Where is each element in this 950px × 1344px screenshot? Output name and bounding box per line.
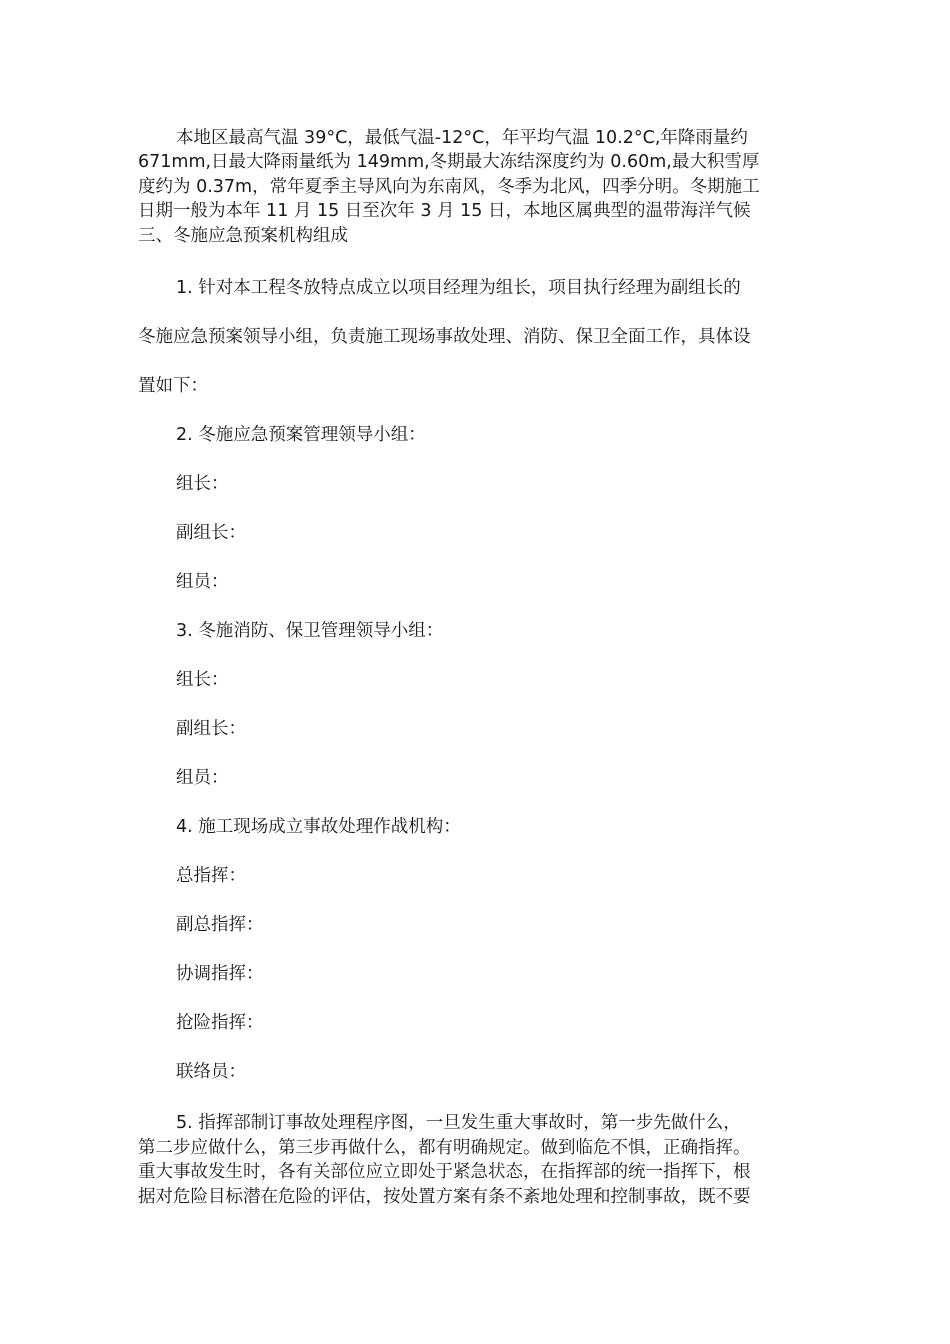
item5-line-4: 据对危险目标潜在危险的评估，按处置方案有条不紊地处理和控制事故，既不要 xyxy=(138,1187,751,1207)
item2-field-leader: 组长： xyxy=(176,474,229,494)
item1-line-3: 置如下： xyxy=(138,376,208,396)
item4-field-coordinator: 协调指挥： xyxy=(176,964,264,984)
item4-field-rescue-commander: 抢险指挥： xyxy=(176,1013,264,1033)
climate-line-2: 671mm,日最大降雨量纸为 149mm,冬期最大冻结深度约为 0.60m,最大积雪厚 xyxy=(138,152,760,172)
item2-field-deputy: 副组长： xyxy=(176,523,246,543)
item5-line-3: 重大事故发生时，各有关部位应立即处于紧急状态，在指挥部的统一指挥下，根 xyxy=(138,1162,751,1182)
item3-title: 3. 冬施消防、保卫管理领导小组： xyxy=(176,621,444,641)
section-heading: 三、冬施应急预案机构组成 xyxy=(138,226,348,246)
climate-line-1: 本地区最高气温 39°C，最低气温-12°C，年平均气温 10.2°C,年降雨量约 xyxy=(176,128,748,148)
item5-line-1: 5. 指挥部制订事故处理程序图，一旦发生重大事故时，第一步先做什么， xyxy=(176,1113,741,1133)
climate-line-3: 度约为 0.37m，常年夏季主导风向为东南风，冬季为北风，四季分明。冬期施工 xyxy=(138,177,760,197)
item4-field-deputy-commander: 副总指挥： xyxy=(176,915,264,935)
item1-line-2: 冬施应急预案领导小组，负责施工现场事故处理、消防、保卫全面工作，具体设 xyxy=(138,327,751,347)
item4-field-liaison: 联络员： xyxy=(176,1062,246,1082)
item3-field-deputy: 副组长： xyxy=(176,719,246,739)
item3-field-members: 组员： xyxy=(176,768,229,788)
item5-line-2: 第二步应做什么，第三步再做什么，都有明确规定。做到临危不惧，正确指挥。 xyxy=(138,1138,751,1158)
item1-line-1: 1. 针对本工程冬放特点成立以项目经理为组长，项目执行经理为副组长的 xyxy=(176,278,741,298)
item4-title: 4. 施工现场成立事故处理作战机构： xyxy=(176,817,461,837)
item4-field-commander: 总指挥： xyxy=(176,866,246,886)
item3-field-leader: 组长： xyxy=(176,670,229,690)
item2-field-members: 组员： xyxy=(176,572,229,592)
climate-line-4: 日期一般为本年 11 月 15 日至次年 3 月 15 日，本地区属典型的温带海洋气候 xyxy=(138,201,751,221)
item2-title: 2. 冬施应急预案管理领导小组： xyxy=(176,425,426,445)
